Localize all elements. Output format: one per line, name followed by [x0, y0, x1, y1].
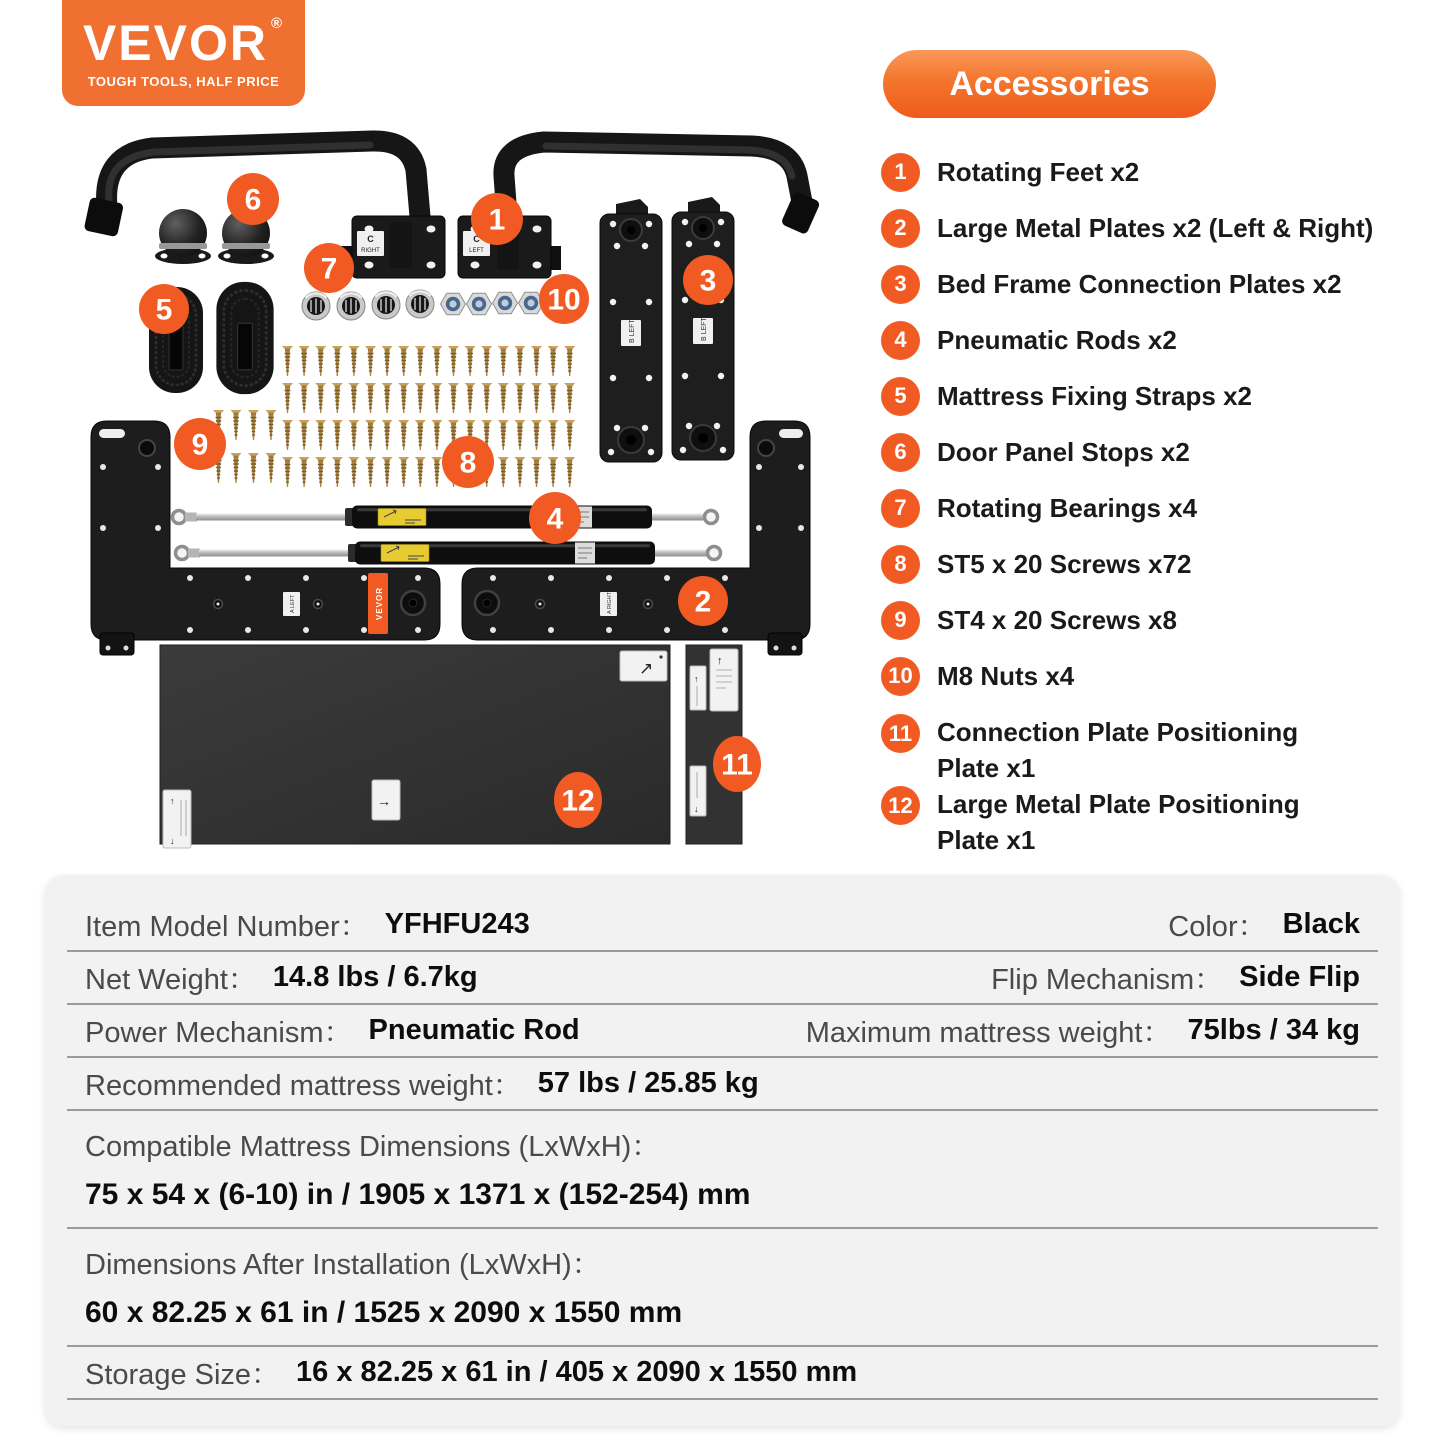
screw-icon	[282, 457, 293, 487]
item-number-badge: 4	[881, 321, 920, 360]
screw-icon	[481, 346, 492, 376]
brand-wordmark: VEVOR	[82, 14, 268, 71]
m8-nut	[467, 293, 492, 315]
screw-icon	[365, 383, 376, 413]
screw-icon	[282, 420, 293, 450]
plate-label-a-right: A RIGHT	[607, 591, 613, 614]
registered-mark: ®	[271, 14, 285, 32]
strip-label	[690, 766, 706, 816]
svg-text:2: 2	[694, 585, 712, 619]
list-item	[881, 480, 1441, 536]
svg-text:5: 5	[155, 293, 173, 327]
spec-label: Compatible Mattress Dimensions (LxWxH)：	[85, 1131, 661, 1163]
spec-value: 60 x 82.25 x 61 in / 1525 x 2090 x 1550 mm	[85, 1296, 683, 1329]
plate-label-left: LEFT	[469, 248, 484, 254]
screw-icon	[531, 457, 542, 487]
screw-icon	[299, 346, 310, 376]
list-item	[881, 424, 1441, 480]
corner-label	[163, 790, 191, 848]
arrow-right-icon: →	[377, 793, 391, 809]
spec-value: 57 lbs / 25.85 kg	[537, 1067, 759, 1099]
item-number-badge: 1	[881, 153, 920, 192]
screw-icon	[498, 383, 509, 413]
arrow-up-icon: ↑	[170, 796, 175, 806]
spec-label: Recommended mattress weight：	[85, 1070, 522, 1102]
accessories-list	[881, 144, 1441, 860]
screw-icon	[365, 346, 376, 376]
screw-icon	[514, 346, 525, 376]
item-label: Rotating Feet x2	[937, 157, 1140, 187]
item-label: Rotating Bearings x4	[937, 493, 1198, 523]
screw-icon	[498, 346, 509, 376]
spec-table	[45, 875, 1400, 1426]
item-number-badge: 9	[881, 601, 920, 640]
screw-icon	[348, 457, 359, 487]
screw-icon	[564, 346, 575, 376]
screw-icon	[332, 346, 343, 376]
screw-icon	[415, 383, 426, 413]
screw-icon	[382, 383, 393, 413]
callout-12	[554, 772, 602, 828]
screw-icon	[514, 457, 525, 487]
screw-icon	[332, 383, 343, 413]
arrow-up-icon: ↑	[717, 655, 723, 667]
screw-icon	[248, 410, 259, 440]
screw-icon	[282, 346, 293, 376]
item-number-badge: 12	[881, 786, 920, 825]
svg-text:12: 12	[561, 784, 595, 818]
item-number-badge: 8	[881, 545, 920, 584]
pneumatic-rod	[176, 542, 721, 565]
callout-6	[227, 173, 279, 225]
callout-3	[683, 255, 733, 305]
svg-text:7: 7	[320, 252, 338, 286]
screw-icon	[398, 457, 409, 487]
screw-icon	[266, 453, 277, 483]
spec-label: Color：	[1168, 911, 1267, 943]
connection-plate	[600, 199, 662, 462]
screw-icon	[415, 346, 426, 376]
screw-icon	[365, 457, 376, 487]
screw-icon	[498, 457, 509, 487]
mattress-strap	[216, 282, 273, 394]
large-metal-plate-left	[91, 421, 440, 655]
list-item	[881, 200, 1441, 256]
vevor-logo	[62, 0, 305, 106]
list-item	[881, 704, 1441, 784]
vevor-sticker: VEVOR	[375, 586, 384, 620]
item-label: Large Metal Plates x2 (Left & Right)	[937, 213, 1374, 243]
screw-icon	[465, 383, 476, 413]
item-label: M8 Nuts x4	[937, 661, 1075, 691]
svg-text:10: 10	[547, 283, 581, 317]
svg-text:6: 6	[244, 183, 262, 217]
list-item	[881, 784, 1441, 860]
list-item	[881, 648, 1441, 704]
screw-icon	[514, 420, 525, 450]
accessories-title: Accessories	[949, 64, 1150, 103]
list-item	[881, 536, 1441, 592]
screw-icon	[498, 420, 509, 450]
plate-label-a-left: A LEFT	[290, 594, 296, 613]
spec-value: Pneumatic Rod	[368, 1014, 580, 1046]
list-item	[881, 592, 1441, 648]
item-number-badge: 10	[881, 657, 920, 696]
spec-label: Maximum mattress weight：	[805, 1017, 1172, 1049]
callout-1	[471, 193, 523, 245]
spec-row	[67, 1058, 1378, 1111]
screw-icon	[465, 346, 476, 376]
screw-icon	[564, 383, 575, 413]
screw-icon	[315, 457, 326, 487]
callout-2	[678, 576, 728, 626]
parts-photo-collage	[75, 110, 870, 870]
screw-icon	[531, 383, 542, 413]
callout-9	[174, 418, 226, 470]
spec-value: Side Flip	[1239, 961, 1360, 993]
screw-icon	[548, 383, 559, 413]
screw-icon	[348, 383, 359, 413]
arrow-down-icon: ↓	[694, 804, 699, 814]
screw-icon	[398, 346, 409, 376]
callout-4	[529, 492, 581, 544]
spec-label: Item Model Number：	[85, 911, 369, 943]
screw-icon	[564, 420, 575, 450]
screw-icon	[299, 420, 310, 450]
spec-label: Power Mechanism：	[85, 1017, 353, 1049]
screw-icon	[564, 457, 575, 487]
item-number-badge: 3	[881, 265, 920, 304]
screw-icon	[431, 420, 442, 450]
item-label: Connection Plate Positioning	[937, 717, 1299, 747]
spec-value: 75lbs / 34 kg	[1187, 1014, 1360, 1046]
screw-icon	[348, 420, 359, 450]
brand-tagline: TOUGH TOOLS, HALF PRICE	[87, 73, 280, 89]
item-label: Large Metal Plate Positioning	[937, 789, 1300, 819]
spec-row	[67, 1347, 1378, 1400]
screw-icon	[299, 383, 310, 413]
item-number-badge: 7	[881, 489, 920, 528]
item-number-badge: 6	[881, 433, 920, 472]
spec-row	[67, 952, 1378, 1005]
spec-label: Storage Size：	[85, 1359, 281, 1391]
list-item	[881, 368, 1441, 424]
screw-icon	[315, 346, 326, 376]
screw-icon	[431, 383, 442, 413]
item-label: Bed Frame Connection Plates x2	[937, 269, 1342, 299]
spec-value: 14.8 lbs / 6.7kg	[272, 961, 478, 993]
screw-icon	[548, 420, 559, 450]
item-label: Mattress Fixing Straps x2	[937, 381, 1252, 411]
connection-plate	[672, 197, 734, 460]
screw-icon	[415, 457, 426, 487]
rotating-bearing	[372, 291, 400, 319]
spec-value: 75 x 54 x (6-10) in / 1905 x 1371 x (152-254) mm	[85, 1178, 751, 1211]
strip-label	[690, 666, 706, 710]
spec-label: Net Weight：	[85, 964, 257, 996]
screw-icon	[382, 346, 393, 376]
screw-icon	[231, 453, 242, 483]
screw-icon	[448, 383, 459, 413]
brand-name	[82, 14, 285, 71]
arrow-up-icon: ↑	[694, 674, 699, 684]
plate-label-b-left: B LEFT	[701, 317, 708, 341]
callout-10	[539, 274, 589, 324]
item-label: ST5 x 20 Screws x72	[937, 549, 1192, 579]
item-label: Door Panel Stops x2	[937, 437, 1190, 467]
screw-icon	[382, 420, 393, 450]
center-label	[372, 780, 405, 820]
spec-row	[67, 899, 1378, 952]
item-label: ST4 x 20 Screws x8	[937, 605, 1177, 635]
screw-icon	[548, 457, 559, 487]
arrow-down-icon: ↓	[170, 836, 175, 846]
callout-8	[442, 436, 494, 488]
pneumatic-rod	[173, 506, 718, 529]
door-stop	[155, 209, 211, 264]
screw-icon	[348, 346, 359, 376]
screw-icon	[548, 346, 559, 376]
svg-text:11: 11	[721, 748, 753, 782]
callout-5	[139, 284, 189, 334]
spec-label: Dimensions After Installation (LxWxH)：	[85, 1249, 601, 1281]
m8-nut	[441, 293, 466, 315]
item-label: Pneumatic Rods x2	[937, 325, 1177, 355]
svg-text:9: 9	[191, 428, 209, 462]
screw-icon	[365, 420, 376, 450]
spec-row	[67, 1229, 1378, 1347]
screw-icon	[299, 457, 310, 487]
screw-icon	[431, 457, 442, 487]
item-number-badge: 5	[881, 377, 920, 416]
screw-icon	[332, 420, 343, 450]
svg-text:8: 8	[459, 446, 477, 480]
svg-text:4: 4	[546, 502, 564, 536]
list-item	[881, 144, 1441, 200]
item-label-line2: Plate x1	[937, 825, 1036, 855]
spec-value: YFHFU243	[384, 908, 530, 940]
item-label-line2: Plate x1	[937, 753, 1036, 783]
screw-icon	[282, 383, 293, 413]
corner-label	[620, 651, 667, 681]
accessories-header	[883, 50, 1216, 118]
screw-icon	[231, 410, 242, 440]
screw-icon	[382, 457, 393, 487]
screw-icon	[315, 420, 326, 450]
plate-label-c: C	[473, 234, 480, 244]
spec-value: Black	[1282, 908, 1360, 940]
list-item	[881, 312, 1441, 368]
rotating-bearing	[337, 292, 365, 320]
svg-text:3: 3	[699, 264, 717, 298]
svg-text:1: 1	[488, 203, 506, 237]
plate-label-right: RIGHT	[361, 248, 380, 254]
plate-label-b-left: B LEFT	[629, 319, 636, 343]
strip-label	[710, 649, 738, 711]
item-number-badge: 11	[881, 714, 920, 753]
mounting-plate-c-right	[340, 216, 445, 278]
screw-icon	[514, 383, 525, 413]
m8-nut	[493, 292, 518, 314]
screw-icon	[531, 346, 542, 376]
screw-icon	[248, 453, 259, 483]
screw-icon	[398, 383, 409, 413]
rotating-bearing	[406, 290, 434, 318]
screw-icon	[448, 346, 459, 376]
callout-7	[304, 243, 354, 293]
screw-icon	[481, 383, 492, 413]
spec-row	[67, 1005, 1378, 1058]
screw-icon	[531, 420, 542, 450]
screw-icon	[332, 457, 343, 487]
st5-screw-group	[282, 346, 575, 487]
spec-row	[67, 1111, 1378, 1229]
screw-icon	[415, 420, 426, 450]
list-item	[881, 256, 1441, 312]
arrow-ne-icon: ↗	[639, 659, 654, 678]
item-number-badge: 2	[881, 209, 920, 248]
screw-icon	[266, 410, 277, 440]
spec-label: Flip Mechanism：	[991, 964, 1224, 996]
spec-value: 16 x 82.25 x 61 in / 405 x 2090 x 1550 mm	[296, 1356, 858, 1388]
callout-11	[713, 736, 761, 792]
screw-icon	[315, 383, 326, 413]
rotating-bearing	[302, 292, 330, 320]
plate-label-c: C	[367, 234, 374, 244]
screw-icon	[398, 420, 409, 450]
screw-icon	[431, 346, 442, 376]
